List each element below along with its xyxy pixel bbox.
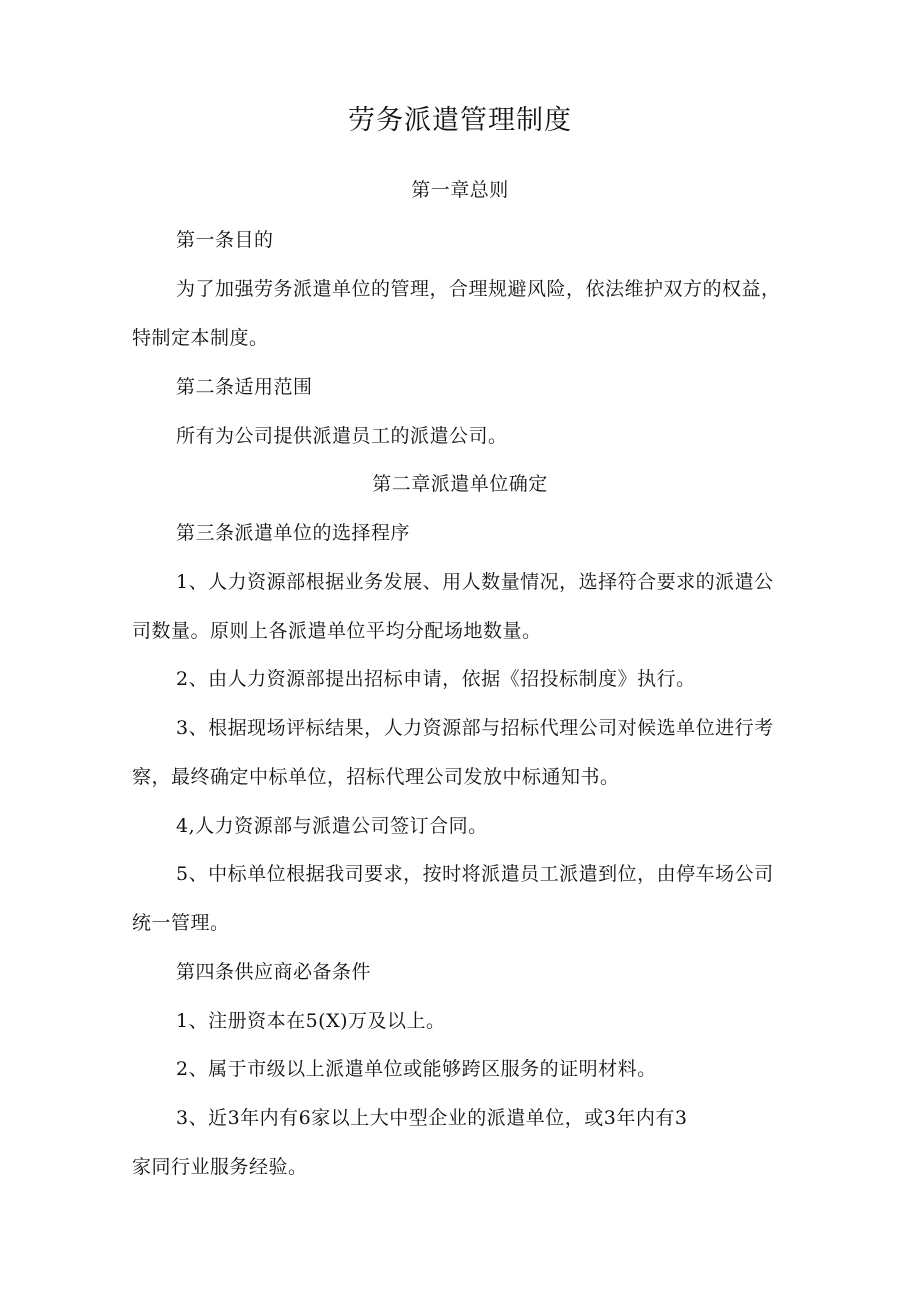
procedure-item-3-line-1: 3、根据现场评标结果，人力资源部与招标代理公司对候选单位进行考 bbox=[176, 717, 774, 739]
article-heading-1: 第一条目的 bbox=[176, 229, 274, 251]
chapter-heading-2: 第二章派遣单位确定 bbox=[372, 473, 548, 495]
document-title: 劳务派遣管理制度 bbox=[348, 105, 572, 136]
procedure-item-1-line-1: 1、人力资源部根据业务发展、用人数量情况，选择符合要求的派遣公 bbox=[176, 571, 774, 593]
article-2-text: 所有为公司提供派遣员工的派遣公司。 bbox=[176, 425, 508, 447]
article-1-line-1: 为了加强劳务派遣单位的管理，合理规避风险，依法维护双方的权益， bbox=[176, 278, 781, 300]
article-heading-4: 第四条供应商必备条件 bbox=[176, 961, 372, 983]
requirement-item-3-line-1: 3、近3年内有6家以上大中型企业的派遣单位，或3年内有3 bbox=[176, 1107, 688, 1129]
requirement-item-2: 2、属于市级以上派遣单位或能够跨区服务的证明材料。 bbox=[176, 1058, 657, 1080]
requirement-item-3-line-2: 家同行业服务经验。 bbox=[132, 1156, 308, 1178]
chapter-heading-1: 第一章总则 bbox=[411, 179, 509, 201]
procedure-item-4: 4,人力资源部与派遣公司签订合同。 bbox=[176, 815, 488, 837]
procedure-item-2: 2、由人力资源部提出招标申请，依据《招投标制度》执行。 bbox=[176, 668, 696, 690]
article-heading-2: 第二条适用范围 bbox=[176, 376, 313, 398]
article-1-line-2: 特制定本制度。 bbox=[132, 327, 269, 349]
procedure-item-3-line-2: 察，最终确定中标单位，招标代理公司发放中标通知书。 bbox=[132, 766, 620, 788]
procedure-item-5-line-2: 统一管理。 bbox=[132, 912, 230, 934]
requirement-item-1: 1、注册资本在5(X)万及以上。 bbox=[176, 1010, 446, 1032]
article-heading-3: 第三条派遣单位的选择程序 bbox=[176, 522, 411, 544]
procedure-item-5-line-1: 5、中标单位根据我司要求，按时将派遣员工派遣到位，由停车场公司 bbox=[176, 863, 774, 885]
procedure-item-1-line-2: 司数量。原则上各派遣单位平均分配场地数量。 bbox=[132, 620, 542, 642]
